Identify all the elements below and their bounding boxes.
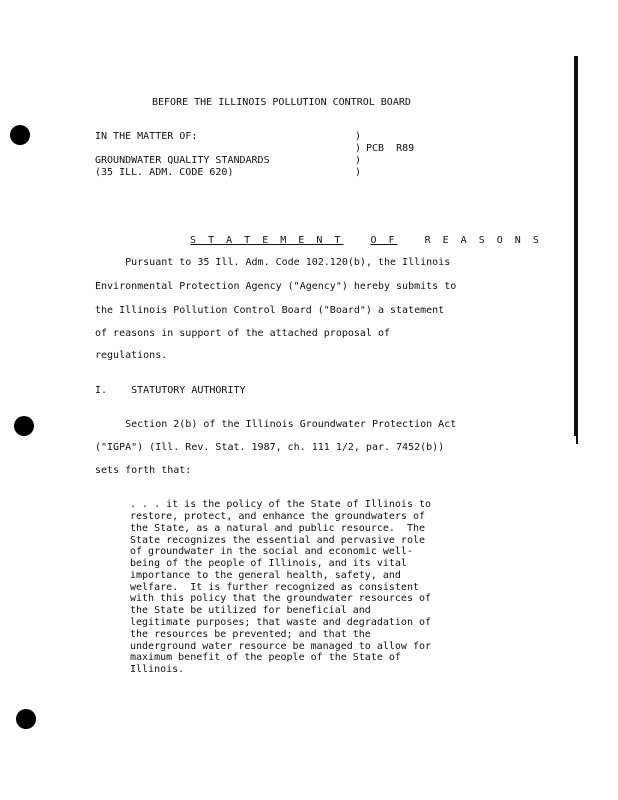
quote-line: the resources be prevented; and that the [130,629,371,640]
paragraph-line: of reasons in support of the attached proposal of [95,328,391,339]
paragraph-line: ("IGPA") (Ill. Rev. Stat. 1987, ch. 111 1/2, par. 7452(b)) [95,442,445,453]
caption-bracket: ) [355,155,362,166]
paragraph-line: sets forth that: [95,465,192,476]
scan-edge-mark [574,56,578,436]
case-title-line: (35 ILL. ADM. CODE 620) [95,167,234,178]
scan-edge-tick [576,436,578,444]
punch-hole-bottom [16,709,36,729]
quote-line: Illinois. [130,664,185,675]
quote-line: being of the people of Illinois, and its vital [130,558,407,569]
paragraph-line: Environmental Protection Agency ("Agency") hereby submits to [95,281,457,292]
quote-line: with this policy that the groundwater resources of [130,593,432,604]
title-part-statement: S T A T E M E N T [190,235,344,246]
quote-line: legitimate purposes; that waste and degradation of [130,617,432,628]
quote-line: of groundwater in the social and economic well- [130,546,413,557]
paragraph-line: regulations. [95,350,168,361]
paragraph-line: Section 2(b) of the Illinois Groundwater Protection Act [95,419,457,430]
punch-hole-top [10,125,30,145]
section-heading: I. STATUTORY AUTHORITY [95,385,246,396]
case-title-line: GROUNDWATER QUALITY STANDARDS [95,155,270,166]
paragraph-line: the Illinois Pollution Control Board ("Board") a statement [95,305,445,316]
quote-line: the State, as a natural and public resource. The [130,523,426,534]
document-title [172,223,542,247]
caption-bracket: ) [355,167,362,178]
quote-line: welfare. It is further recognized as consistent [130,582,419,593]
quote-line: the State be utilized for beneficial and [130,605,371,616]
title-part-reasons: R E A S O N S [424,235,542,246]
quote-line: underground water resource be managed to allow for [130,641,432,652]
quote-line: . . . it is the policy of the State of Illinois to [130,499,432,510]
quote-line: maximum benefit of the people of the State of [130,652,401,663]
board-title: BEFORE THE ILLINOIS POLLUTION CONTROL BOARD [152,97,411,108]
paragraph-line: Pursuant to 35 Ill. Adm. Code 102.120(b), the Illinois [95,257,451,268]
title-gap [398,235,425,246]
quote-line: State recognizes the essential and pervasive role [130,535,426,546]
caption-bracket: ) [355,143,362,154]
quote-line: restore, protect, and enhance the groundwaters of [130,511,426,522]
caption-bracket: ) [355,131,362,142]
matter-label: IN THE MATTER OF: [95,131,198,142]
docket-number: PCB R89 [366,143,415,154]
title-gap [343,235,370,246]
punch-hole-middle [14,416,34,436]
quote-line: importance to the general health, safety, and [130,570,401,581]
title-part-of: O F [370,235,398,246]
